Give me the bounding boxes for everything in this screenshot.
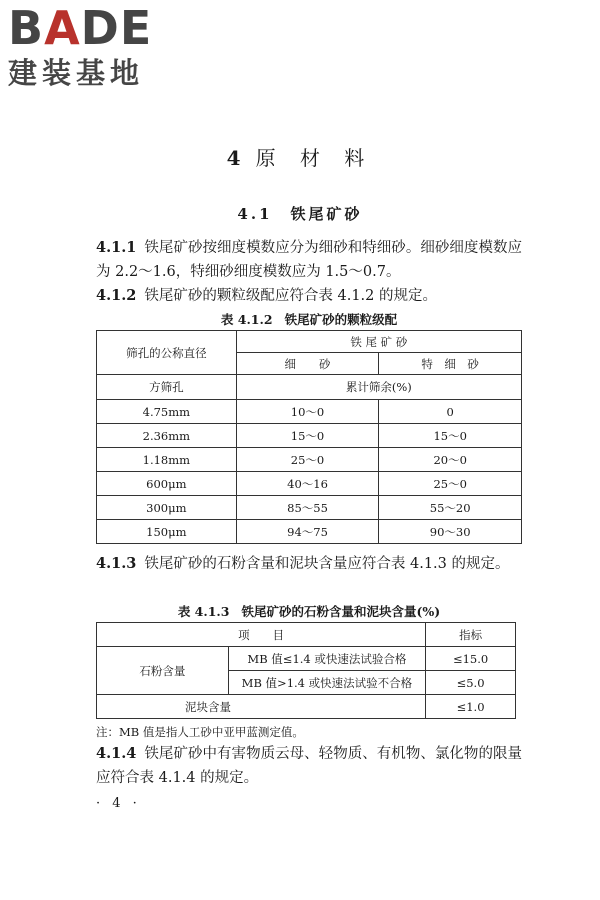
logo-letter-a-accent: A [44, 1, 81, 55]
header-sieve-size: 筛孔的公称直径 [97, 331, 237, 375]
subheader-cumulative-retained: 累计筛余(%) [236, 375, 521, 400]
cell-fine: 85～55 [236, 496, 379, 520]
cell-index-value: ≤1.0 [426, 695, 516, 719]
logo-letter-b: B [8, 1, 45, 55]
subheader-square-hole: 方筛孔 [97, 375, 237, 400]
header-fine-sand: 细 砂 [236, 353, 379, 375]
cell-fine: 40～16 [236, 472, 379, 496]
cell-fine: 10～0 [236, 400, 379, 424]
header-index: 指标 [426, 623, 516, 647]
cell-superfine: 15～0 [379, 424, 522, 448]
table-row [97, 496, 522, 520]
clause-4-1-2 [96, 284, 522, 308]
cell-superfine: 20～0 [379, 448, 522, 472]
logo-latin-text [8, 2, 178, 54]
clause-number: 4.1.1 [96, 239, 137, 256]
clause-4-1-4 [96, 742, 522, 790]
chapter-title: 原 材 料 [255, 146, 374, 170]
logo-letters-de: DE [80, 1, 153, 55]
table-number: 表 4.1.2 [220, 312, 273, 327]
clause-text: 铁尾矿砂按细度模数应分为细砂和特细砂。细砂细度模数应为 2.2～1.6，特细砂细度模数应为 1.5～0.7。 [96, 240, 522, 280]
cell-sieve: 150μm [97, 520, 237, 544]
grading-table [96, 330, 522, 544]
clause-text: 铁尾矿砂的颗粒级配应符合表 4.1.2 的规定。 [144, 288, 437, 304]
clause-4-1-3 [96, 552, 522, 576]
table-4-1-2-caption [96, 310, 522, 328]
cell-sieve: 300μm [97, 496, 237, 520]
cell-superfine: 55～20 [379, 496, 522, 520]
clause-4-1-1 [96, 236, 522, 284]
cell-fine: 25～0 [236, 448, 379, 472]
header-item: 项 目 [97, 623, 426, 647]
cell-superfine: 25～0 [379, 472, 522, 496]
page-number: · 4 · [96, 796, 141, 811]
cell-sieve: 4.75mm [97, 400, 237, 424]
cell-sieve: 2.36mm [97, 424, 237, 448]
table-note: 注：MB 值是指人工砂中亚甲蓝测定值。 [96, 725, 304, 739]
table-row [97, 520, 522, 544]
logo-chinese-text: 建装基地 [8, 56, 145, 90]
table-title: 铁尾矿砂的石粉含量和泥块含量(%) [241, 604, 441, 619]
cell-condition: MB 值>1.4 或快速法试验不合格 [228, 671, 426, 695]
cell-sieve: 600μm [97, 472, 237, 496]
table-row [97, 400, 522, 424]
table-row [97, 647, 516, 671]
table-row [97, 424, 522, 448]
section-title: 铁尾矿砂 [290, 205, 363, 223]
section-number: 4.1 [237, 205, 273, 223]
chapter-heading [0, 142, 600, 171]
section-heading [0, 203, 600, 224]
clause-number: 4.1.3 [96, 555, 137, 572]
clause-number: 4.1.4 [96, 745, 137, 762]
cell-clay-lump: 泥块含量 [97, 695, 426, 719]
header-superfine-sand: 特 细 砂 [379, 353, 522, 375]
brand-logo [8, 2, 178, 90]
cell-index-value: ≤5.0 [426, 671, 516, 695]
table-row [97, 695, 516, 719]
cell-fine: 94～75 [236, 520, 379, 544]
table-number: 表 4.1.3 [177, 604, 230, 619]
clause-text: 铁尾矿砂的石粉含量和泥块含量应符合表 4.1.3 的规定。 [144, 556, 510, 572]
clause-text: 铁尾矿砂中有害物质云母、轻物质、有机物、氯化物的限量应符合表 4.1.4 的规定。 [96, 746, 522, 786]
table-row [97, 472, 522, 496]
cell-condition: MB 值≤1.4 或快速法试验合格 [228, 647, 426, 671]
chapter-number: 4 [226, 146, 250, 170]
table-title: 铁尾矿砂的颗粒级配 [284, 312, 398, 327]
cell-index-value: ≤15.0 [426, 647, 516, 671]
cell-sieve: 1.18mm [97, 448, 237, 472]
stone-powder-clay-table [96, 622, 516, 719]
header-iron-tailings-sand: 铁 尾 矿 砂 [236, 331, 521, 353]
clause-number: 4.1.2 [96, 287, 137, 304]
cell-superfine: 0 [379, 400, 522, 424]
cell-superfine: 90～30 [379, 520, 522, 544]
cell-fine: 15～0 [236, 424, 379, 448]
table-row [97, 448, 522, 472]
table-4-1-3-caption [96, 602, 522, 620]
cell-stone-powder: 石粉含量 [97, 647, 229, 695]
